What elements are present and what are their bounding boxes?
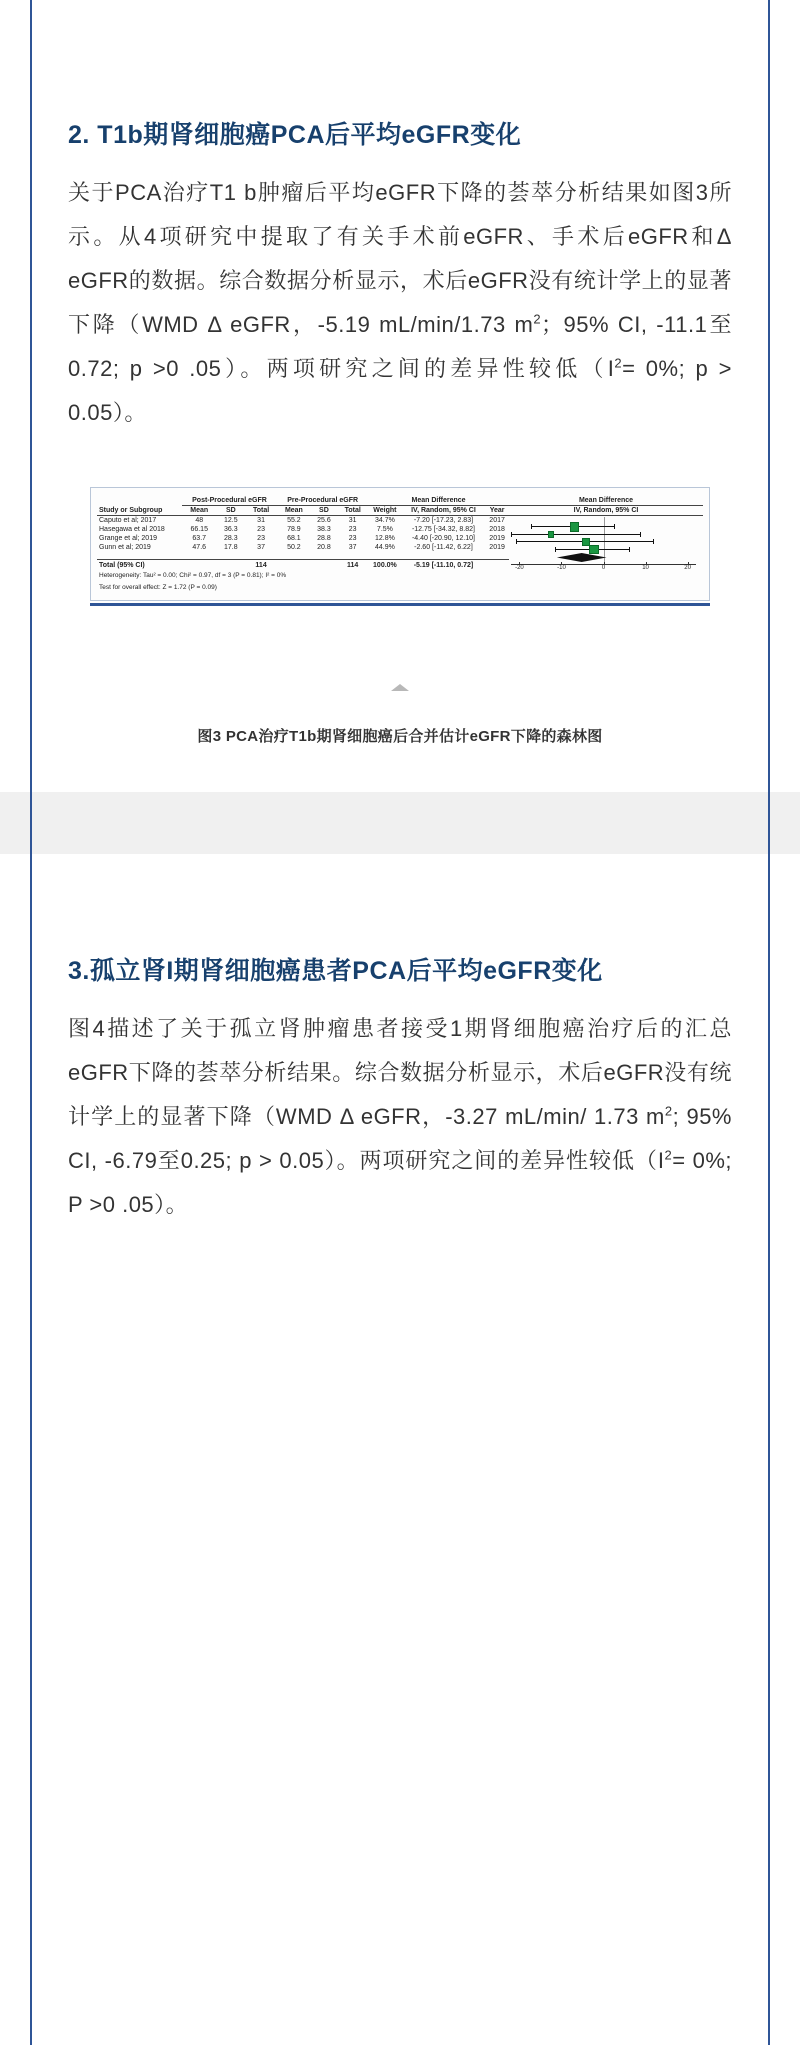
col-pre-mean: Mean <box>277 506 310 516</box>
section-3-sup-1: 2 <box>664 1103 673 1119</box>
col-study: Study or Subgroup <box>97 506 182 516</box>
forest-plot <box>90 487 710 601</box>
col-ci: IV, Random, 95% CI <box>402 506 485 516</box>
overall-effect-text: Test for overall effect: Z = 1.72 (P = 0.09) <box>99 583 217 591</box>
x-axis-tick-label: 10 <box>642 565 649 571</box>
total-post-sd <box>217 560 245 571</box>
group-header-plot: Mean Difference <box>509 496 703 506</box>
heterogeneity-text: Heterogeneity: Tau² = 0.00; Chi² = 0.97, df = 3 (P = 0.81); I² = 0% <box>99 572 287 579</box>
figure-underline <box>90 603 710 606</box>
row-0-post-total: 31 <box>257 517 265 524</box>
row-1-pre-mean: 78.9 <box>287 526 301 533</box>
row-0-pre-total: 31 <box>348 517 357 524</box>
total-post-total: 114 <box>245 560 277 571</box>
col-plot-ci: IV, Random, 95% CI <box>509 506 703 516</box>
row-0-year: 2017 <box>489 517 505 524</box>
row-2-post-sd: 28.3 <box>224 535 238 542</box>
section-3-text-part-2: ; 95% CI, -6.79至0.25; p > 0.05）。两项研究之间的差异性较低（I <box>68 1103 732 1173</box>
spacer-cell <box>97 496 182 506</box>
row-3-study: Gunn et al; 2019 <box>99 544 151 551</box>
figure-3-block <box>68 487 732 746</box>
x-axis-tick-label: -10 <box>557 565 566 571</box>
figure-caption: 图3 PCA治疗T1b期肾细胞癌后合并估计eGFR下降的森林图 <box>197 727 603 745</box>
row-2-weight: 12.8% <box>374 535 395 542</box>
section-3-text-part-1: 图4描述了关于孤立肾肿瘤患者接受1期肾细胞癌治疗后的汇总eGFR下降的荟萃分析结果。综合数据分析显示，术后eGFR没有统计学上的显著下降（WMD Δ eGFR，-3.27 mL/min/ 1.73 m <box>68 1015 732 1129</box>
x-axis-tick-label: 20 <box>684 565 691 571</box>
row-1-pre-total: 23 <box>348 526 357 533</box>
row-0-pre-sd: 25.6 <box>317 517 331 524</box>
row-2-post-total: 23 <box>257 535 265 542</box>
row-0-post-sd: 12.5 <box>224 517 238 524</box>
col-post-total: Total <box>245 506 277 516</box>
col-post-mean: Mean <box>182 506 217 516</box>
group-header-post: Post-Procedural eGFR <box>182 496 278 506</box>
col-pre-sd: SD <box>311 506 338 516</box>
collapse-arrow-icon[interactable] <box>391 684 409 691</box>
row-2-post-mean: 63.7 <box>192 535 207 542</box>
row-2-ci: -4.40 [-20.90, 12.10] <box>411 535 475 542</box>
row-3-post-sd: 17.8 <box>224 544 238 551</box>
col-weight: Weight <box>368 506 402 516</box>
col-year: Year <box>485 506 509 516</box>
row-3-post-mean: 47.6 <box>192 544 207 551</box>
row-1-study: Hasegawa et al 2018 <box>99 526 165 533</box>
section-3-sup-2: 2 <box>664 1147 673 1163</box>
col-post-sd: SD <box>217 506 245 516</box>
total-label: Total (95% CI) <box>97 560 182 571</box>
forest-plot-area <box>509 516 703 594</box>
group-header-md: Mean Difference <box>368 496 509 506</box>
section-divider-band <box>0 792 800 854</box>
row-0-pre-mean: 55.2 <box>287 517 301 524</box>
group-header-pre: Pre-Procedural eGFR <box>277 496 368 506</box>
total-year <box>485 560 509 571</box>
total-pre-sd <box>311 560 338 571</box>
row-1-ci: -12.75 [-34.32, 8.82] <box>411 526 475 533</box>
section-2-sup-2: 2 <box>614 355 623 371</box>
row-1-post-mean: 66.15 <box>190 526 208 533</box>
section-2-text-part-3: = 0%; p > 0.05）。 <box>68 356 732 425</box>
forest-column-header-row <box>97 506 703 516</box>
row-0-study: Caputo et al; 2017 <box>99 517 157 524</box>
forest-plot-canvas <box>511 517 696 575</box>
page-content-lower <box>0 954 800 1257</box>
section-2-paragraph <box>68 171 732 435</box>
study-effect-marker <box>548 531 555 538</box>
row-2-study: Grange et al; 2019 <box>99 535 157 542</box>
row-3-pre-sd: 20.8 <box>317 544 331 551</box>
row-3-weight: 44.9% <box>374 544 395 551</box>
row-2-pre-sd: 28.8 <box>317 535 331 542</box>
section-2-title: 2. T1b期肾细胞癌PCA后平均eGFR变化 <box>68 121 522 149</box>
row-2-year: 2019 <box>489 535 505 542</box>
total-post-mean <box>182 560 217 571</box>
row-0-post-mean: 48 <box>195 517 204 524</box>
row-1-weight: 7.5% <box>376 526 393 533</box>
row-3-pre-mean: 50.2 <box>287 544 301 551</box>
row-3-post-total: 37 <box>257 544 265 551</box>
study-effect-marker <box>570 522 579 531</box>
row-1-post-sd: 36.3 <box>224 526 238 533</box>
section-2-sup-1: 2 <box>533 311 542 327</box>
row-1-pre-sd: 38.3 <box>317 526 331 533</box>
section-3-text-part-3: = 0%; P >0 .05）。 <box>68 1147 733 1217</box>
forest-group-header-row <box>97 496 703 506</box>
study-effect-marker <box>589 545 599 555</box>
row-3-year: 2019 <box>489 544 505 551</box>
total-ci: -5.19 [-11.10, 0.72] <box>402 560 485 571</box>
section-3-title: 3.孤立肾I期肾细胞癌患者PCA后平均eGFR变化 <box>68 956 603 985</box>
col-pre-total: Total <box>337 506 368 516</box>
row-3-pre-total: 37 <box>348 544 357 551</box>
total-weight: 100.0% <box>368 560 402 571</box>
row-2-pre-total: 23 <box>348 535 357 542</box>
total-pre-total: 114 <box>337 560 368 571</box>
row-0-ci: -7.20 [-17.23, 2.83] <box>413 517 474 524</box>
row-0-weight: 34.7% <box>374 517 395 524</box>
row-3-ci: -2.60 [-11.42, 6.22] <box>414 544 473 551</box>
confidence-interval-line <box>511 534 641 535</box>
total-pre-mean <box>277 560 310 571</box>
row-1-post-total: 23 <box>257 526 265 533</box>
forest-table <box>97 496 703 594</box>
section-3-paragraph <box>68 1007 732 1227</box>
row-2-pre-mean: 68.1 <box>287 535 301 542</box>
x-axis-tick-label: -20 <box>515 565 524 571</box>
table-row <box>97 516 703 526</box>
section-2-text-part-2: ；95% CI, -11.1至0.72; p >0 .05）。两项研究之间的差异性较低（I <box>68 312 732 381</box>
page-content <box>0 0 800 746</box>
x-axis-tick-label: 0 <box>601 565 606 571</box>
row-1-year: 2018 <box>489 526 505 533</box>
section-2-text-part-1: 关于PCA治疗T1 b肿瘤后平均eGFR下降的荟萃分析结果如图3所示。从4项研究中提取了有关手术前eGFR、手术后eGFR和Δ eGFR的数据。综合数据分析显示，术后eGFR没有统计学上的显著下降（WMD Δ eGFR，-5.19 mL/min/1.73 m <box>68 180 732 337</box>
